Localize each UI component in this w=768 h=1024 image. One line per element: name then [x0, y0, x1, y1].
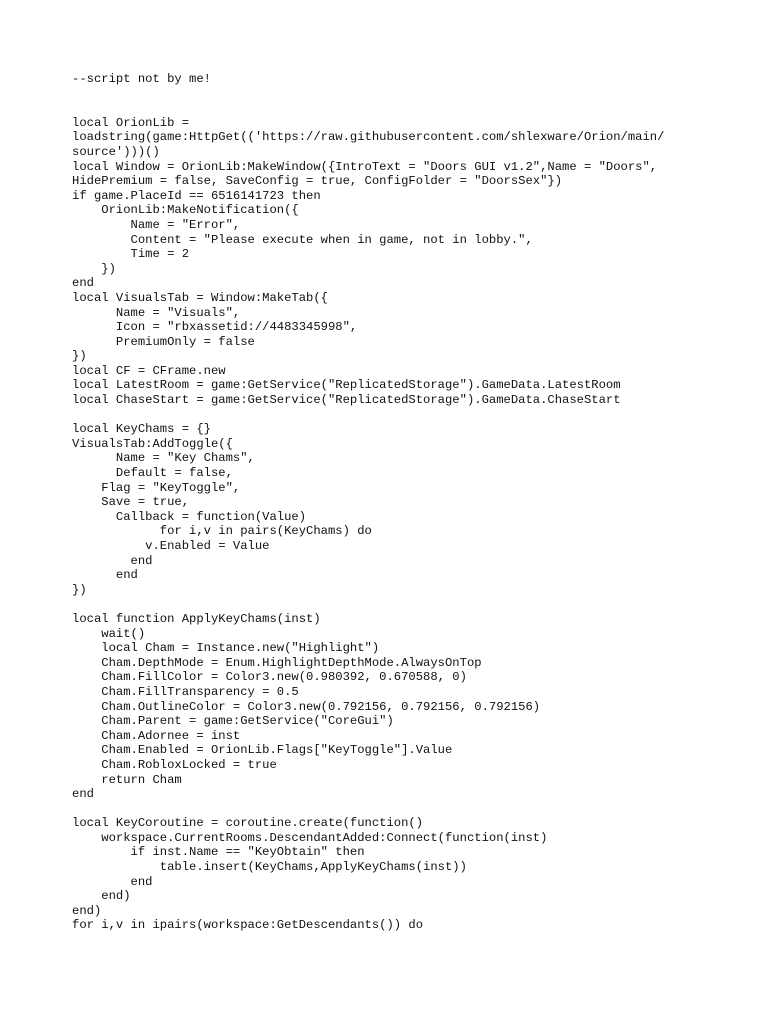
- code-line: VisualsTab:AddToggle({: [72, 436, 233, 451]
- code-line: for i,v in pairs(KeyChams) do: [72, 524, 372, 539]
- code-line: if inst.Name == "KeyObtain" then: [72, 845, 365, 860]
- code-line: Name = "Error",: [72, 217, 241, 232]
- code-line: Content = "Please execute when in game, not in lobby.",: [72, 232, 533, 247]
- code-listing: [72, 72, 712, 933]
- code-line: Cham.RobloxLocked = true: [72, 757, 277, 772]
- code-line: local ChaseStart = game:GetService("ReplicatedStorage").GameData.ChaseStart: [72, 393, 621, 408]
- code-line: source')))(): [72, 144, 160, 159]
- code-line: local VisualsTab = Window:MakeTab({: [72, 290, 328, 305]
- code-line: local CF = CFrame.new: [72, 363, 226, 378]
- code-line: Cham.Adornee = inst: [72, 728, 241, 743]
- code-line: Cham.FillColor = Color3.new(0.980392, 0.670588, 0): [72, 670, 467, 685]
- code-line: local KeyChams = {}: [72, 422, 211, 437]
- code-line: Save = true,: [72, 495, 190, 510]
- code-line: [72, 802, 712, 817]
- code-line: Time = 2: [72, 247, 190, 262]
- code-line: }): [72, 261, 116, 276]
- code-line: return Cham: [72, 772, 182, 787]
- code-line: end): [72, 903, 102, 918]
- code-line: HidePremium = false, SaveConfig = true, ConfigFolder = "DoorsSex"}): [72, 174, 563, 189]
- code-line: loadstring(game:HttpGet(('https://raw.githubusercontent.com/shlexware/Orion/main/: [72, 130, 665, 145]
- code-line: local function ApplyKeyChams(inst): [72, 611, 321, 626]
- code-line: end: [72, 787, 94, 802]
- code-line: [72, 408, 712, 423]
- code-line: table.insert(KeyChams,ApplyKeyChams(inst)): [72, 860, 467, 875]
- code-line: Flag = "KeyToggle",: [72, 480, 241, 495]
- code-line: Cham.DepthMode = Enum.HighlightDepthMode.AlwaysOnTop: [72, 655, 482, 670]
- code-line: [72, 101, 712, 116]
- code-line: local OrionLib =: [72, 115, 190, 130]
- code-line: v.Enabled = Value: [72, 539, 270, 553]
- code-line: end): [72, 889, 131, 904]
- code-line: end: [72, 276, 94, 291]
- code-line: [72, 597, 712, 612]
- code-line: local Cham = Instance.new("Highlight"): [72, 641, 380, 656]
- code-line: end: [72, 553, 153, 568]
- code-line: Cham.Enabled = OrionLib.Flags["KeyToggle"].Value: [72, 743, 453, 758]
- code-line: wait(): [72, 626, 146, 641]
- code-line: Cham.OutlineColor = Color3.new(0.792156, 0.792156, 0.792156): [72, 699, 541, 714]
- code-line: local LatestRoom = game:GetService("ReplicatedStorage").GameData.LatestRoom: [72, 378, 621, 393]
- code-line: Callback = function(Value): [72, 509, 307, 524]
- code-line: PremiumOnly = false: [72, 334, 255, 349]
- code-line: }): [72, 582, 87, 597]
- code-line: OrionLib:MakeNotification({: [72, 203, 299, 218]
- code-line: Icon = "rbxassetid://4483345998",: [72, 320, 358, 335]
- code-line: local KeyCoroutine = coroutine.create(function(): [72, 816, 424, 831]
- code-line: Name = "Visuals",: [72, 305, 241, 320]
- code-line: --script not by me!: [72, 72, 211, 86]
- code-line: end: [72, 568, 138, 583]
- code-line: }): [72, 349, 87, 364]
- code-line: if game.PlaceId == 6516141723 then: [72, 188, 321, 203]
- code-line: Cham.Parent = game:GetService("CoreGui"): [72, 714, 394, 729]
- code-line: Default = false,: [72, 466, 233, 481]
- code-line: Cham.FillTransparency = 0.5: [72, 684, 299, 699]
- code-line: end: [72, 874, 153, 889]
- code-line: for i,v in ipairs(workspace:GetDescendants()) do: [72, 918, 424, 933]
- code-line: Name = "Key Chams",: [72, 451, 255, 466]
- code-line: workspace.CurrentRooms.DescendantAdded:Connect(function(inst): [72, 830, 548, 845]
- code-line: [72, 87, 712, 102]
- code-line: local Window = OrionLib:MakeWindow({IntroText = "Doors GUI v1.2",Name = "Doors",: [72, 159, 658, 174]
